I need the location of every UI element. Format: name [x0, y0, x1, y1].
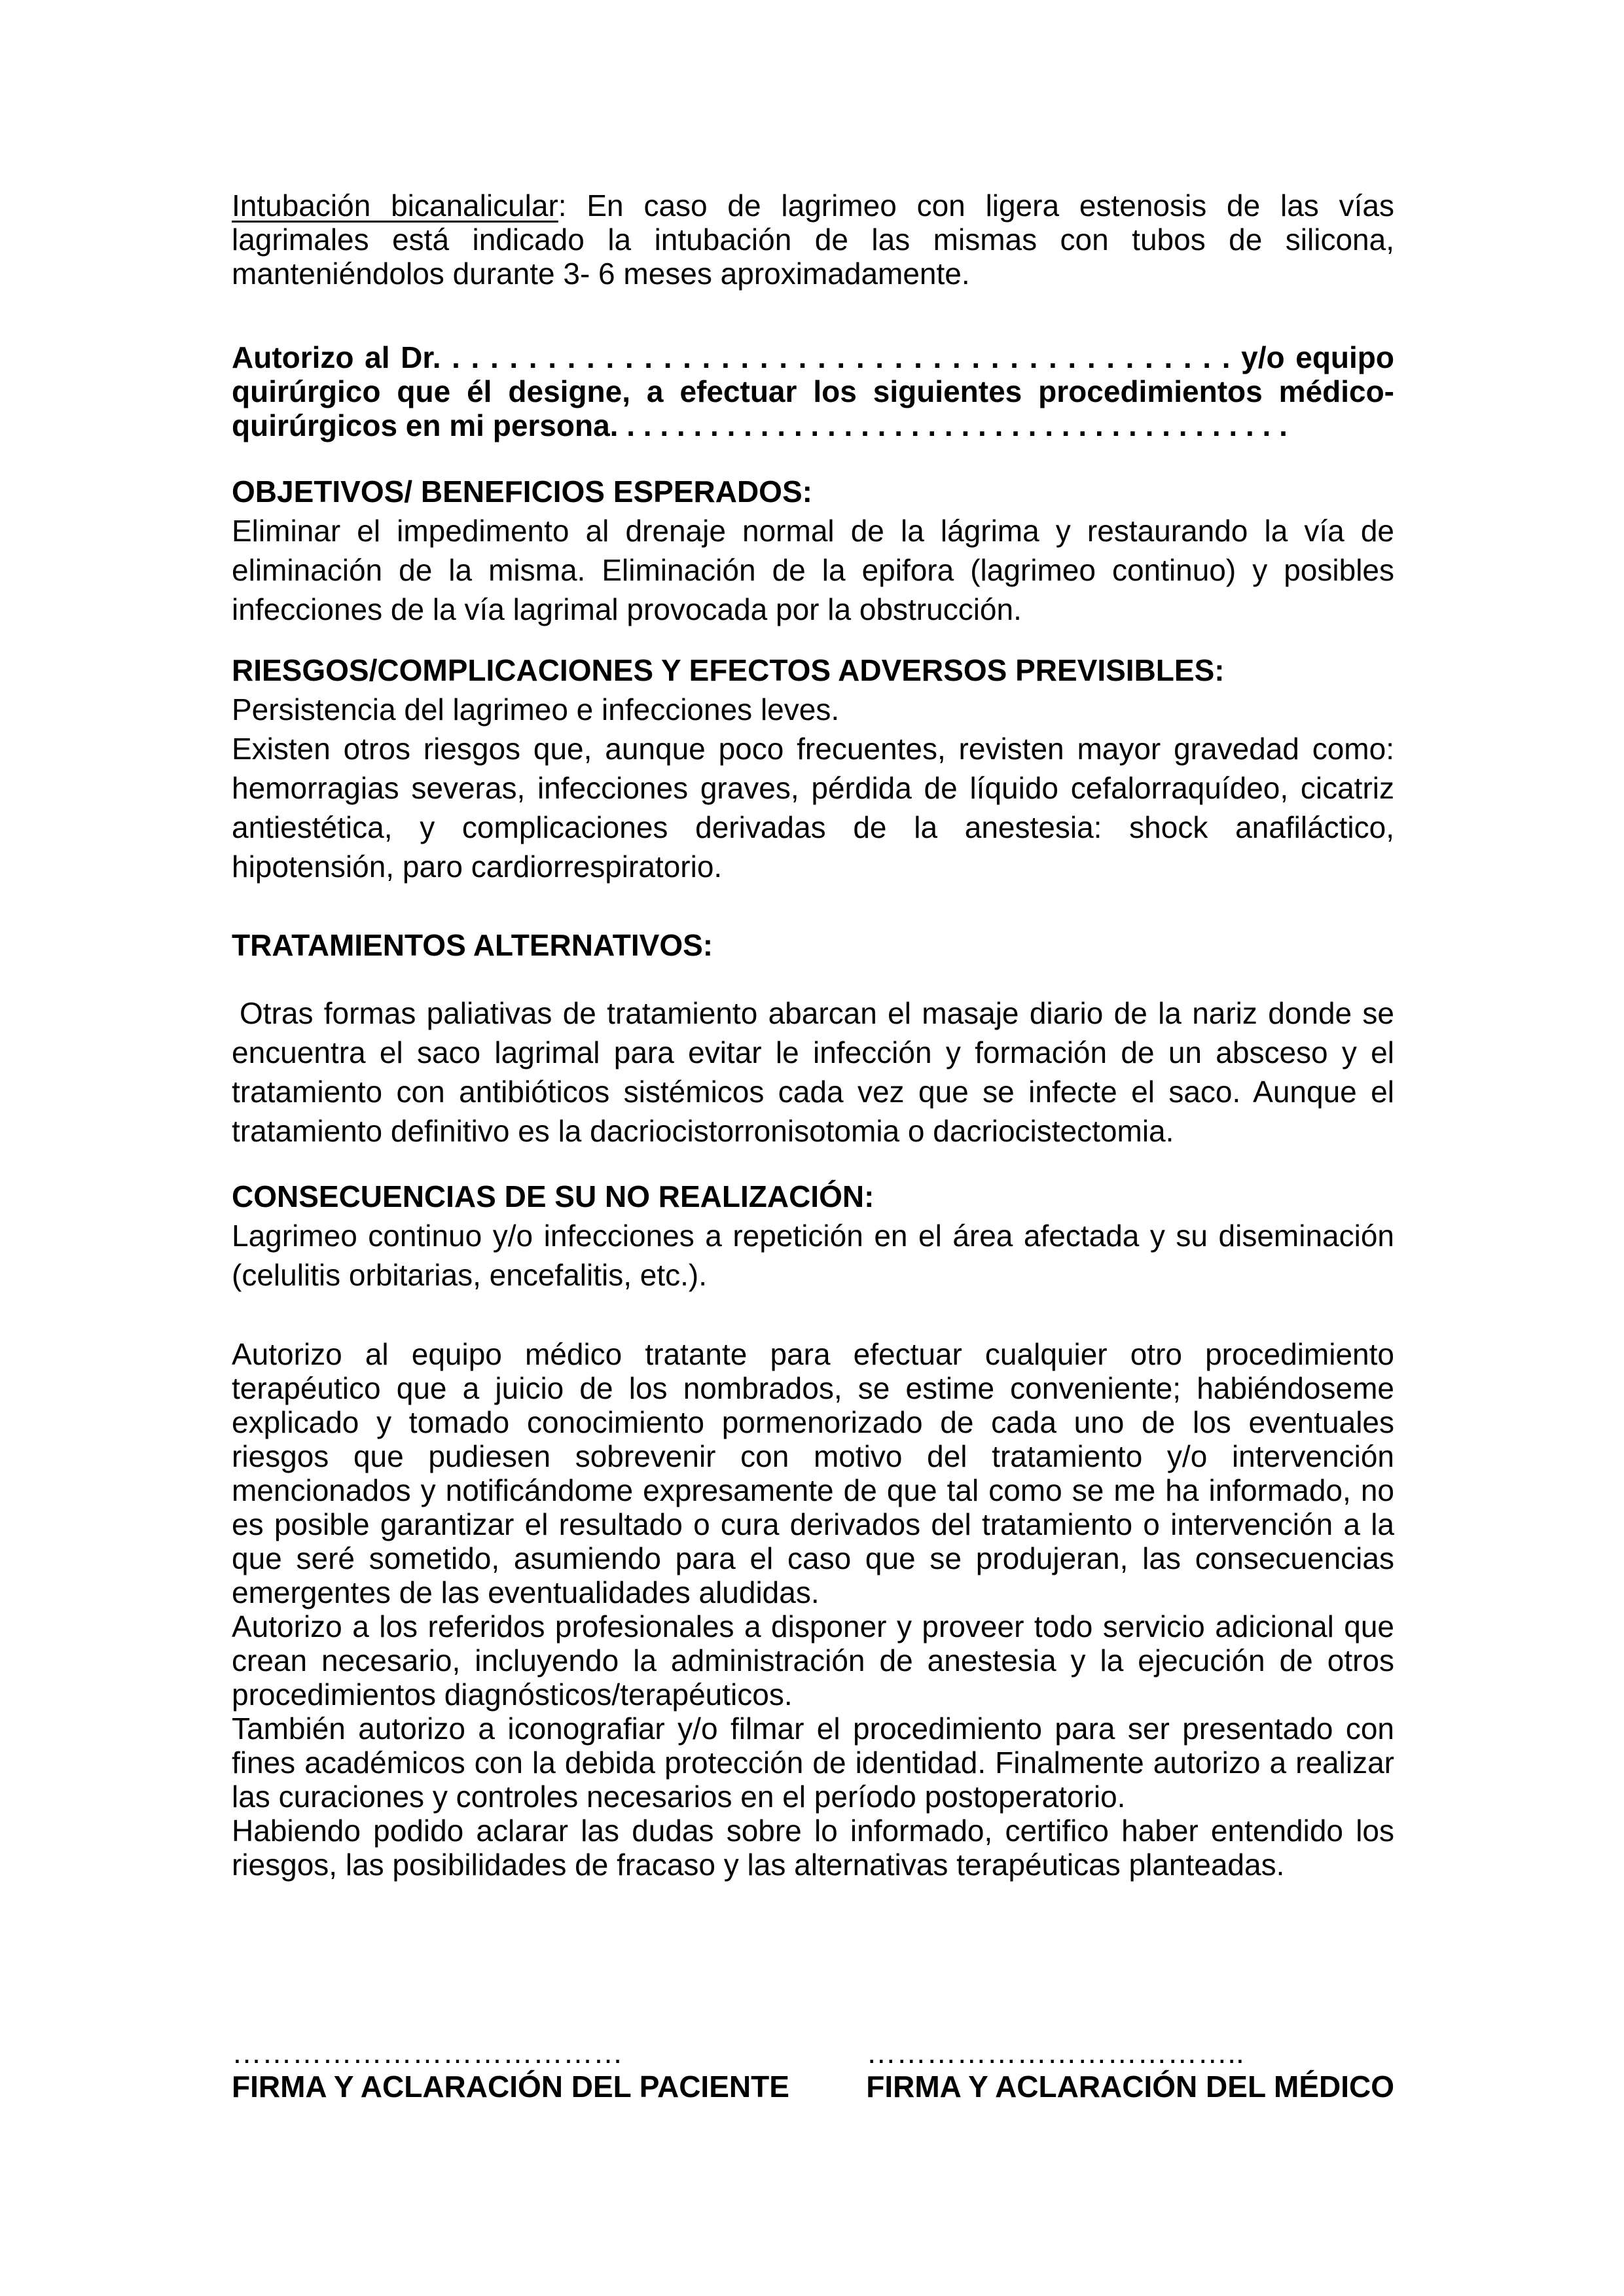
- consent-paragraph-3: También autorizo a iconografiar y/o filmar el procedimiento para ser presentado con fines académicos con la debida protección de identidad. Finalmente autorizo a realizar las curaciones y controles necesarios en el período postoperatorio.: [232, 1712, 1394, 1814]
- consent-paragraph-2: Autorizo a los referidos profesionales a disponer y proveer todo servicio adicional que crean necesario, incluyendo la administración de anestesia y la ejecución de otros procedimientos diagnósticos/terapéuticos.: [232, 1609, 1394, 1712]
- riesgos-body: Existen otros riesgos que, aunque poco frecuentes, revisten mayor gravedad como: hemorragias severas, infecciones graves, pérdida de líquido cefalorraquídeo, cicatriz antiestética, y complicaciones derivadas de la anestesia: shock anafiláctico, hipotensión, paro cardiorrespiratorio.: [232, 732, 1394, 884]
- tratamientos-body: Otras formas paliativas de tratamiento abarcan el masaje diario de la nariz donde se encuentra el saco lagrimal para evitar le infección y formación de un absceso y el tratamiento con antibióticos sistémicos cada vez que se infecte el saco. Aunque el tratamiento definitivo es la dacriocistorronisotomia o dacriocistectomia.: [232, 996, 1394, 1148]
- intro-paragraph: [232, 188, 1394, 291]
- objetivos-body: Eliminar el impedimento al drenaje normal de la lágrima y restaurando la vía de eliminación de la misma. Eliminación de la epifora (lagrimeo continuo) y posibles infecciones de la vía lagrimal provocada por la obstrucción.: [232, 514, 1394, 626]
- physician-signature-label: FIRMA Y ACLARACIÓN DEL MÉDICO: [866, 2070, 1394, 2104]
- physician-signature-block: [866, 2036, 1394, 2104]
- consent-paragraph-1: Autorizo al equipo médico tratante para efectuar cualquier otro procedimiento terapéutico que a juicio de los nombrados, se estime conveniente; habiéndoseme explicado y tomado conocimiento pormenorizado de cada uno de los eventuales riesgos que pudiesen sobrevenir con motivo del tratamiento y/o intervención mencionados y notificándome expresamente de que tal como se me ha informado, no es posible garantizar el resultado o cura derivados del tratamiento o intervención a la que seré sometido, asumiendo para el caso que se produjeran, las consecuencias emergentes de las eventualidades aludidas.: [232, 1337, 1394, 1609]
- signature-footer: [232, 2036, 1394, 2104]
- patient-signature-block: [232, 2036, 789, 2104]
- patient-signature-line: …………………………………: [232, 2036, 623, 2070]
- section-title-tratamientos: TRATAMIENTOS ALTERNATIVOS:: [232, 928, 713, 962]
- intro-text: : En caso de lagrimeo con ligera estenosis de las vías lagrimales está indicado la intubación de las mismas con tubos de silicona, manteniéndolos durante 3- 6 meses aproximadamente.: [232, 188, 1394, 291]
- riesgos-line: Persistencia del lagrimeo e infecciones leves.: [232, 692, 840, 726]
- patient-signature-label: FIRMA Y ACLARACIÓN DEL PACIENTE: [232, 2070, 789, 2104]
- section-title-objetivos: OBJETIVOS/ BENEFICIOS ESPERADOS:: [232, 475, 812, 509]
- physician-signature-line: ………………………………..: [866, 2036, 1244, 2070]
- authorization-paragraph: Autorizo al Dr. . . . . . . . . . . . . . . . . . . . . . . . . . . . . . . . . . . . . . . . . . y/o equipo quirúrgico que él designe, a efectuar los siguientes procedimientos médico-quirúrgicos en mi persona. . . . . . . . . . . . . . . . . . . . . . . . . . . . . . . . . . . . . . . . .: [232, 340, 1394, 442]
- consent-paragraph-4: Habiendo podido aclarar las dudas sobre lo informado, certifico haber entendido los riesgos, las posibilidades de fracaso y las alternativas terapéuticas planteadas.: [232, 1814, 1394, 1882]
- section-title-consecuencias: CONSECUENCIAS DE SU NO REALIZACIÓN:: [232, 1179, 875, 1213]
- consent-block: [232, 1337, 1394, 1882]
- intro-underlined-lead: Intubación bicanalicular: [232, 188, 558, 223]
- consecuencias-body: Lagrimeo continuo y/o infecciones a repetición en el área afectada y su diseminación (celulitis orbitarias, encefalitis, etc.).: [232, 1219, 1394, 1292]
- section-title-riesgos: RIESGOS/COMPLICACIONES Y EFECTOS ADVERSOS PREVISIBLES:: [232, 653, 1225, 687]
